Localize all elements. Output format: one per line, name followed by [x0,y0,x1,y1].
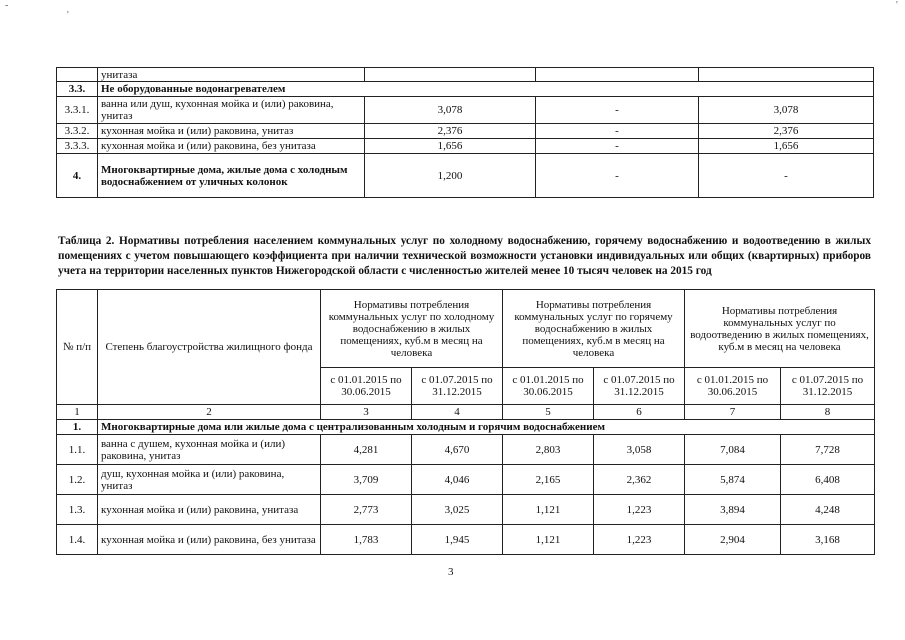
table-2-caption: Таблица 2. Нормативы потребления населением коммунальных услуг по холодному водоснабжению, горячему водоснабжению и водоотведению в жилых помещениях с учетом повышающего коэффициента при наличии технической возможности установки индивидуальных или общих (квартирных) приборов учета на территории населенных пунктов Нижегородской области с численностью жителей менее 10 тысяч человек на 2015 год [58,235,871,277]
value-cell: - [536,154,699,198]
row-description: душ, кухонная мойка и (или) раковина, унитаз [98,465,321,495]
value-cell: 1,656 [699,139,874,154]
period-cell: с 01.07.2015 по 31.12.2015 [412,368,503,405]
value-cell: 4,281 [321,435,412,465]
value-cell: 3,894 [685,495,781,525]
period-cell: с 01.01.2015 по 30.06.2015 [503,368,594,405]
value-cell: 1,200 [365,154,536,198]
row-number: 1.1. [57,435,98,465]
value-cell [699,68,874,82]
row-number: 3.3.1. [57,97,98,124]
column-number-row [57,405,875,420]
value-cell [365,68,536,82]
section-row [57,82,874,97]
value-cell: 4,248 [781,495,875,525]
scan-mark: ' [896,0,898,11]
value-cell: - [699,154,874,198]
value-cell: 1,223 [594,525,685,555]
table-row [57,435,875,465]
row-number: 1. [57,420,98,435]
row-description: кухонная мойка и (или) раковина, унитаза [98,495,321,525]
value-cell: 7,728 [781,435,875,465]
value-cell: 5,874 [685,465,781,495]
table-row [57,465,875,495]
table-row [57,97,874,124]
row-description: Многоквартирные дома, жилые дома с холодным водоснабжением от уличных колонок [98,154,365,198]
row-number: 1.3. [57,495,98,525]
header-row [57,290,875,368]
section-row [57,420,875,435]
row-description: ванна или душ, кухонная мойка и (или) раковина, унитаз [98,97,365,124]
column-number: 7 [685,405,781,420]
value-cell: 4,670 [412,435,503,465]
period-cell: с 01.07.2015 по 31.12.2015 [594,368,685,405]
table-2 [56,289,875,555]
value-cell: 1,656 [365,139,536,154]
table-row [57,525,875,555]
value-cell: 2,904 [685,525,781,555]
value-cell: - [536,97,699,124]
header-cold-water: Нормативы потребления коммунальных услуг по холодному водоснабжению в жилых помещениях, куб.м в месяц на человека [321,290,503,368]
value-cell: 2,773 [321,495,412,525]
header-degree: Степень благоустройства жилищного фонда [98,290,321,405]
column-number: 4 [412,405,503,420]
value-cell: - [536,139,699,154]
row-description: кухонная мойка и (или) раковина, без унитаза [98,139,365,154]
row-description: унитаза [98,68,365,82]
value-cell: 1,121 [503,525,594,555]
value-cell [536,68,699,82]
value-cell: 3,168 [781,525,875,555]
scan-mark: - [5,0,9,11]
column-number: 6 [594,405,685,420]
value-cell: 6,408 [781,465,875,495]
value-cell: 1,223 [594,495,685,525]
row-number: 4. [57,154,98,198]
period-cell: с 01.07.2015 по 31.12.2015 [781,368,875,405]
value-cell: 2,803 [503,435,594,465]
table-row [57,124,874,139]
value-cell: 2,376 [365,124,536,139]
value-cell: 3,078 [699,97,874,124]
section-title: Многоквартирные дома или жилые дома с централизованным холодным и горячим водоснабжением [98,420,875,435]
value-cell: 1,783 [321,525,412,555]
row-number: 1.2. [57,465,98,495]
header-number: № п/п [57,290,98,405]
period-cell: с 01.01.2015 по 30.06.2015 [321,368,412,405]
row-number: 3.3. [57,82,98,97]
row-number: 3.3.3. [57,139,98,154]
value-cell: 2,165 [503,465,594,495]
header-hot-water: Нормативы потребления коммунальных услуг по горячему водоснабжению в жилых помещениях, куб.м в месяц на человека [503,290,685,368]
table-1 [56,67,874,198]
table-row [57,495,875,525]
value-cell: 1,121 [503,495,594,525]
column-number: 8 [781,405,875,420]
value-cell: 2,376 [699,124,874,139]
value-cell: 3,078 [365,97,536,124]
value-cell: 4,046 [412,465,503,495]
header-drainage: Нормативы потребления коммунальных услуг по водоотведению в жилых помещениях, куб.м в месяц на человека [685,290,875,368]
row-description: ванна с душем, кухонная мойка и (или) раковина, унитаз [98,435,321,465]
period-cell: с 01.01.2015 по 30.06.2015 [685,368,781,405]
value-cell: - [536,124,699,139]
section-title: Не оборудованные водонагревателем [98,82,874,97]
value-cell: 1,945 [412,525,503,555]
value-cell: 3,058 [594,435,685,465]
table-row [57,68,874,82]
row-number: 1.4. [57,525,98,555]
table-row [57,154,874,198]
value-cell: 3,709 [321,465,412,495]
row-number: 3.3.2. [57,124,98,139]
value-cell: 7,084 [685,435,781,465]
column-number: 5 [503,405,594,420]
page-number: 3 [448,566,454,578]
value-cell: 3,025 [412,495,503,525]
row-description: кухонная мойка и (или) раковина, без унитаза [98,525,321,555]
row-number [57,68,98,82]
value-cell: 2,362 [594,465,685,495]
column-number: 2 [98,405,321,420]
column-number: 1 [57,405,98,420]
scan-mark: ' [67,10,69,21]
row-description: кухонная мойка и (или) раковина, унитаз [98,124,365,139]
column-number: 3 [321,405,412,420]
table-row [57,139,874,154]
